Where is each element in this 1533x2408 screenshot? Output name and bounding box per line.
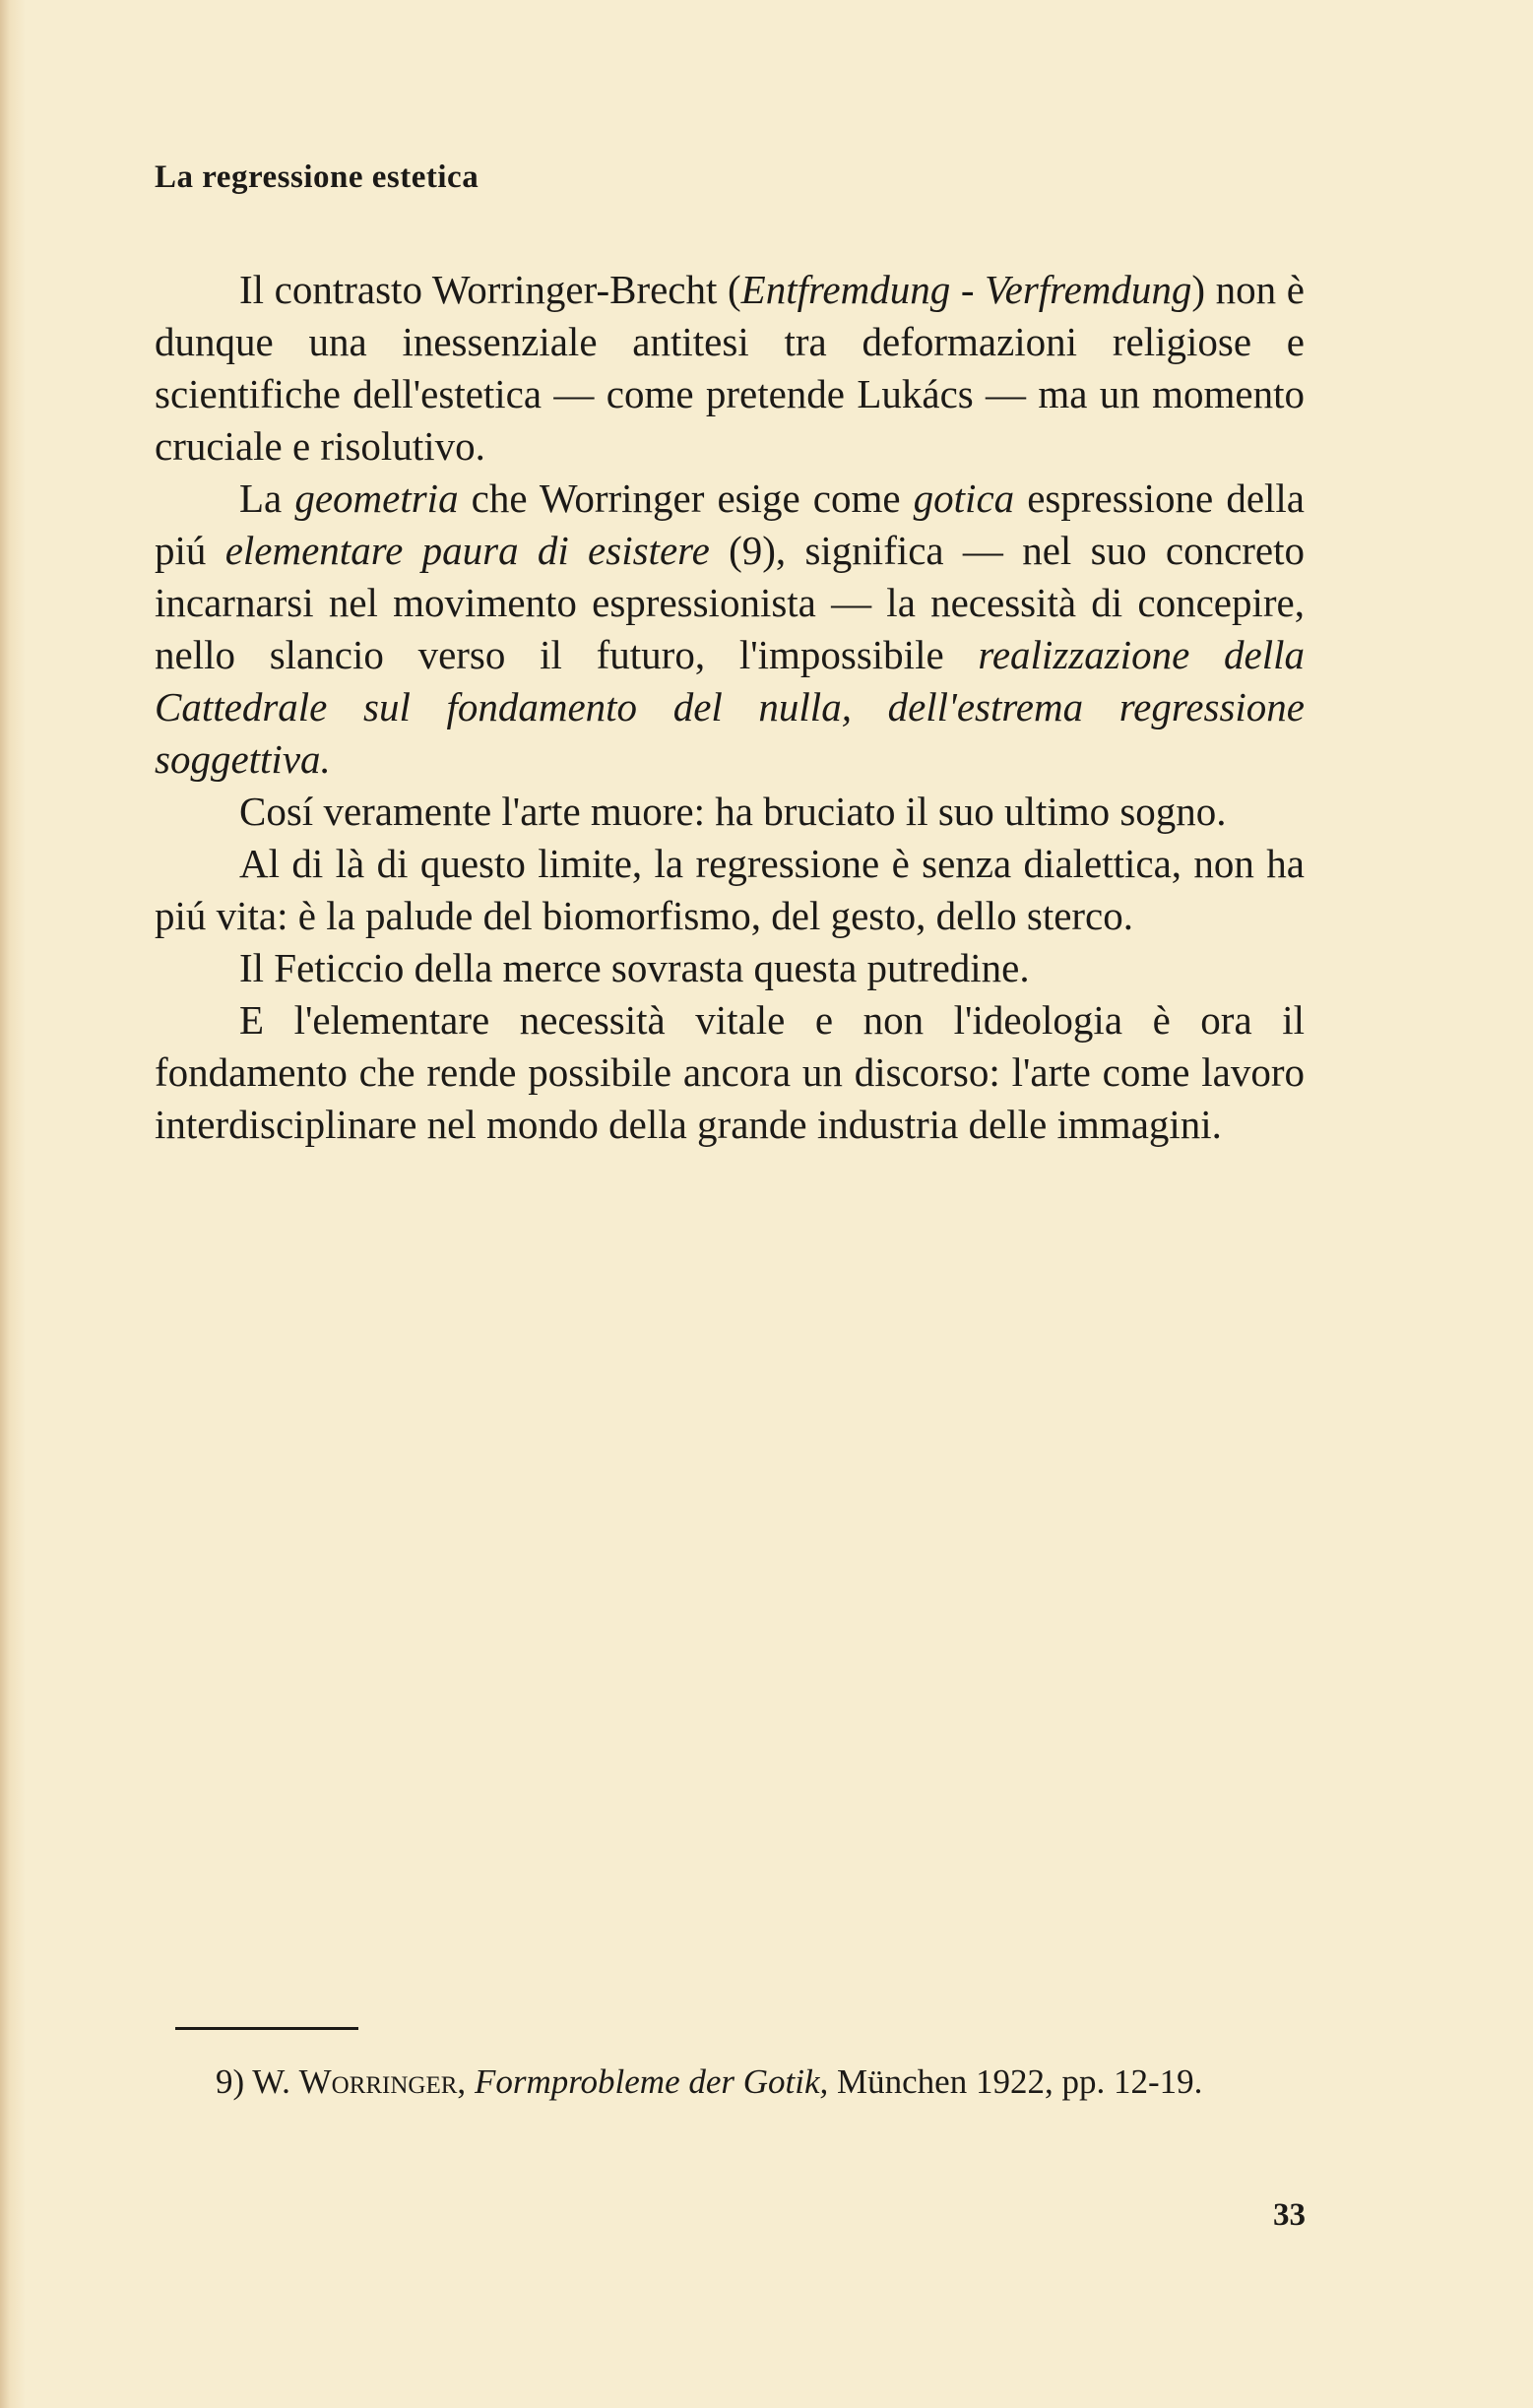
footnote-author-surname: Worringer,	[298, 2062, 467, 2101]
paragraph	[155, 942, 1305, 994]
paragraph	[155, 786, 1305, 838]
paragraph-italic-text: geometria	[294, 475, 459, 521]
paragraph-italic-text: Entfremdung - Verfremdung	[740, 267, 1192, 312]
paragraph-italic-text: realizzazione della Cattedrale sul fondamento del nulla, dell'estrema regressione soggettiva.	[155, 632, 1305, 782]
paragraph-text: La	[239, 475, 295, 521]
page-number: 33	[1273, 2197, 1306, 2233]
running-head: La regressione estetica	[155, 159, 479, 195]
paragraph	[155, 838, 1305, 942]
paragraph-text: che Worringer esige come	[458, 475, 914, 521]
footnote-title: Formprobleme der Gotik,	[474, 2062, 829, 2101]
footnote-number: 9)	[216, 2062, 245, 2101]
paragraph-text: Cosí veramente l'arte muore: ha bruciato il suo ultimo sogno.	[239, 789, 1227, 834]
paragraph	[155, 473, 1305, 786]
footnote	[155, 2058, 1305, 2107]
paragraph-text: Al di là di questo limite, la regressione è senza dialettica, non ha piú vita: è la palude del biomorfismo, del gesto, dello sterco.	[155, 841, 1305, 938]
paragraph-text: Il Feticcio della merce sovrasta questa putredine.	[239, 945, 1030, 990]
footnote-publication: München 1922, pp. 12-19.	[837, 2062, 1203, 2101]
paragraph	[155, 994, 1305, 1151]
paragraph-text: E l'elementare necessità vitale e non l'ideologia è ora il fondamento che rende possibile ancora un discorso: l'arte come lavoro interdisciplinare nel mondo della grande industria delle immagini.	[155, 997, 1305, 1147]
paragraph	[155, 264, 1305, 473]
footnote-author-initial: W.	[252, 2062, 290, 2101]
paragraph-text: espressione della piú	[155, 475, 1305, 573]
paragraph-text: (9), significa — nel suo concreto incarnarsi nel movimento espressionista — la necessità di concepire, nello slancio verso il futuro, l'impossibile	[155, 528, 1306, 677]
paragraph-text: Il contrasto Worringer-Brecht (	[239, 267, 741, 312]
paragraph-text: ) non è dunque una inessenziale antitesi tra deformazioni religiose e scientifiche dell'estetica — come pretende Lukács — ma un momento cruciale e risolutivo.	[155, 267, 1305, 469]
body-text	[155, 264, 1305, 1151]
paragraph-italic-text: elementare paura di esistere	[224, 528, 710, 573]
footnote-rule	[175, 2027, 358, 2030]
paragraph-italic-text: gotica	[913, 475, 1015, 521]
